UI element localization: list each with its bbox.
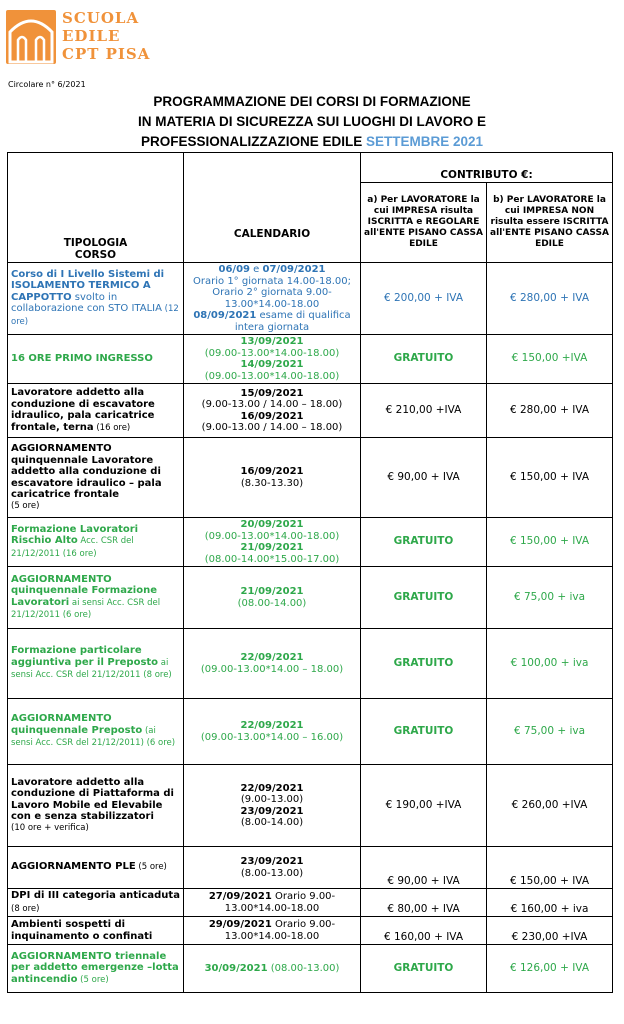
title-line-3	[0, 132, 624, 152]
courses-table	[7, 152, 613, 993]
price-a: € 90,00 + IVA	[361, 438, 487, 518]
calendar-hours: (08.00-14.00)	[237, 597, 307, 609]
course-cell	[8, 699, 184, 765]
calendar-hours: (09.00-13.00*14.00-18.00)	[204, 530, 340, 542]
course-note: ai sensi Acc. CSR del 21/12/2011 (8 ore)	[11, 657, 172, 681]
calendar-date-text: 16/09/2021	[240, 466, 304, 477]
course-title: 16 ORE PRIMO INGRESSO	[11, 353, 153, 365]
price-a	[361, 335, 487, 384]
table-row	[8, 945, 613, 993]
course-cell	[8, 567, 184, 629]
calendar-cell	[184, 765, 361, 847]
calendar-date: 07/09/2021	[262, 264, 326, 275]
calendar-cell	[184, 438, 361, 518]
calendar-hours: (09.00-13.00*14.00 – 16.00)	[200, 731, 344, 743]
price-b: € 150,00 + IVA	[487, 438, 613, 518]
calendar-date-text: 22/09/2021	[240, 652, 304, 663]
calendar-date-text: 22/09/2021	[240, 782, 304, 794]
course-title: AGGIORNAMENTO quinquennale Formazione Lavoratori	[11, 573, 157, 608]
price-b: € 280,00 + IVA	[487, 263, 613, 335]
price-a: € 160,00 + IVA	[361, 917, 487, 945]
price-a-text: GRATUITO	[393, 961, 454, 974]
calendar-cell	[184, 335, 361, 384]
price-b: € 230,00 +IVA	[487, 917, 613, 945]
course-title: Corso di I Livello Sistemi di ISOLAMENTO TERMICO A CAPPOTTO	[11, 268, 165, 303]
course-title: AGGIORNAMENTO triennale per addetto emergenze –lotta antincendio	[11, 950, 179, 985]
price-a	[361, 945, 487, 993]
price-b: € 150,00 + IVA	[487, 518, 613, 567]
course-note: ai sensi Acc. CSR del 21/12/2011 (6 ore)	[11, 597, 161, 620]
price-b: € 280,00 + IVA	[487, 384, 613, 438]
course-title: Formazione particolare aggiuntiva per il Preposto	[11, 645, 159, 668]
calendar-date	[187, 652, 357, 664]
price-a-text: GRATUITO	[393, 656, 454, 669]
price-a-text: GRATUITO	[393, 590, 454, 603]
course-cell	[8, 335, 184, 384]
course-cell	[8, 384, 184, 438]
course-title: Formazione Lavoratori Rischio Alto	[11, 523, 139, 547]
table-row	[8, 889, 613, 917]
calendar-cell	[184, 384, 361, 438]
page-title	[0, 92, 624, 152]
price-b: € 75,00 + iva	[487, 567, 613, 629]
course-note: (ai sensi Acc. CSR del 21/12/2011) (6 ore)	[11, 725, 176, 749]
course-cell	[8, 847, 184, 889]
course-title: Lavoratore addetto alla conduzione di escavatore idraulico, pala caricatrice frontale, terna	[11, 387, 155, 433]
calendar-date: 30/09/2021	[204, 962, 268, 974]
course-title: AGGIORNAMENTO quinquennale Preposto	[11, 713, 143, 736]
course-note: svolto in collaborazione con STO ITALIA	[11, 291, 162, 315]
price-b: € 100,00 + iva	[487, 629, 613, 699]
table-row	[8, 518, 613, 567]
calendar-hours: (9.00-13.00 / 14.00 – 18.00)	[201, 422, 343, 433]
course-cell	[8, 629, 184, 699]
table-row	[8, 699, 613, 765]
logo-line-2: EDILE	[62, 27, 121, 45]
title-line-1: PROGRAMMAZIONE DEI CORSI DI FORMAZIONE	[153, 94, 471, 109]
calendar-connector: e	[250, 264, 263, 275]
calendar-date-text: 14/09/2021	[240, 359, 304, 370]
course-title: Lavoratore addetto alla conduzione di Piattaforma di Lavoro Mobile ed Elevabile con e senza stabilizzatori	[11, 776, 174, 823]
logo-line-3: CPT PISA	[62, 45, 151, 63]
table-row	[8, 765, 613, 847]
price-a	[361, 567, 487, 629]
title-line-2: IN MATERIA DI SICUREZZA SUI LUOGHI DI LAVORO E	[137, 114, 486, 129]
calendar-date	[187, 466, 357, 478]
calendar-hours: Orario 1° giornata 14.00-18.00; Orario 2° giornata 9.00-13.00*14.00-18.00	[193, 275, 351, 310]
course-title: DPI di III categoria anticaduta	[11, 890, 180, 901]
calendar-date	[187, 519, 357, 531]
calendar-cell	[184, 847, 361, 889]
price-a: € 210,00 +IVA	[361, 384, 487, 438]
course-note: Acc. CSR del 21/12/2011 (16 ore)	[11, 536, 134, 559]
calendar-date-text: 13/09/2021	[240, 336, 304, 347]
header-row-1	[8, 153, 613, 183]
course-title: Ambienti sospetti di inquinamento o confinati	[11, 919, 153, 942]
price-a: € 200,00 + IVA	[361, 263, 487, 335]
price-a: € 190,00 +IVA	[361, 765, 487, 847]
table-row	[8, 629, 613, 699]
header-col-b: b) Per LAVORATORE la cui IMPRESA NON risulta essere ISCRITTA all'ENTE PISANO CASSA EDILE	[487, 183, 613, 263]
header-contributo: CONTRIBUTO €:	[361, 153, 613, 183]
calendar-date	[187, 542, 357, 554]
calendar-date: 29/09/2021	[208, 919, 272, 930]
course-cell	[8, 917, 184, 945]
course-cell	[8, 889, 184, 917]
calendar-date: 06/09	[218, 264, 250, 275]
table-row	[8, 567, 613, 629]
course-cell	[8, 438, 184, 518]
price-a	[361, 699, 487, 765]
logo	[6, 6, 156, 68]
price-b: € 150,00 + IVA	[487, 847, 613, 889]
course-cell	[8, 263, 184, 335]
table-row	[8, 917, 613, 945]
calendar-date	[187, 856, 357, 868]
table-row	[8, 263, 613, 335]
table-row	[8, 847, 613, 889]
course-hours: (10 ore + verifica)	[11, 822, 89, 833]
price-a: € 80,00 + IVA	[361, 889, 487, 917]
calendar-hours: (9.00-13.00)	[240, 794, 304, 805]
calendar-cell	[184, 629, 361, 699]
circolare-number: Circolare n° 6/2021	[8, 80, 86, 89]
course-hours: (5 ore)	[135, 862, 167, 873]
table-row	[8, 384, 613, 438]
calendar-date: 08/09/2021	[193, 310, 257, 321]
price-b: € 260,00 +IVA	[487, 765, 613, 847]
table-row	[8, 335, 613, 384]
course-hours: (8 ore)	[11, 903, 40, 914]
course-cell	[8, 945, 184, 993]
calendar-date	[187, 388, 357, 400]
price-a	[361, 629, 487, 699]
course-cell	[8, 765, 184, 847]
price-a	[361, 518, 487, 567]
calendar-cell	[184, 945, 361, 993]
calendar-date-text: 21/09/2021	[240, 542, 304, 553]
calendar-cell	[184, 889, 361, 917]
price-b: € 160,00 + iva	[487, 889, 613, 917]
logo-building-icon	[6, 10, 56, 64]
course-hours: (5 ore)	[11, 500, 40, 511]
calendar-date-text: 20/09/2021	[240, 519, 304, 530]
title-line-3-text: PROFESSIONALIZZAZIONE EDILE	[140, 134, 363, 149]
calendar-date	[187, 586, 357, 598]
calendar-date-text: 23/09/2021	[240, 805, 304, 817]
price-a-text: GRATUITO	[393, 535, 454, 548]
course-title: AGGIORNAMENTO quinquennale Lavoratore addetto alla conduzione di escavatore idraulico – pala caricatrice frontale	[11, 443, 162, 500]
calendar-hours: (8.30-13.30)	[240, 477, 304, 489]
calendar-hours: (09.00-13.00*14.00-18.00)	[204, 347, 340, 359]
calendar-date: 27/09/2021	[208, 891, 272, 902]
calendar-hours: Orario 9.00-13.00*14.00-18.00	[224, 919, 336, 942]
calendar-hours: Orario 9.00-13.00*14.00-18.00	[224, 891, 336, 914]
course-hours: (16 ore)	[93, 422, 131, 433]
course-title: AGGIORNAMENTO PLE	[11, 861, 136, 873]
calendar-cell	[184, 567, 361, 629]
header-tipologia-2: CORSO	[74, 248, 117, 261]
calendar-cell	[184, 263, 361, 335]
calendar-line	[187, 264, 357, 276]
calendar-hours: (9.00-13.00 / 14.00 – 18.00)	[201, 399, 343, 410]
price-a-text: GRATUITO	[393, 724, 454, 737]
calendar-hours: (09.00-13.00*14.00 – 18.00)	[200, 663, 344, 675]
header-col-a: a) Per LAVORATORE la cui IMPRESA risulta ISCRITTA e REGOLARE all'ENTE PISANO CASSA EDILE	[361, 183, 487, 263]
price-a-text: GRATUITO	[393, 352, 454, 365]
calendar-hours: (08.00-13.00)	[267, 962, 340, 974]
course-hours: (12 ore)	[11, 304, 179, 327]
price-a: € 90,00 + IVA	[361, 847, 487, 889]
calendar-cell	[184, 518, 361, 567]
table-row	[8, 438, 613, 518]
header-calendario: CALENDARIO	[184, 153, 361, 263]
calendar-hours: (08.00-14.00*15.00-17.00)	[204, 553, 340, 565]
title-month: SETTEMBRE 2021	[365, 134, 484, 149]
header-tipologia-1: TIPOLOGIA	[63, 237, 128, 249]
calendar-date-text: 16/09/2021	[240, 410, 304, 422]
course-hours: (5 ore)	[77, 974, 109, 985]
header-tipologia	[8, 153, 184, 263]
calendar-line	[187, 310, 357, 333]
calendar-date	[187, 720, 357, 732]
calendar-date	[187, 806, 357, 818]
calendar-hours: (8.00-13.00)	[240, 867, 304, 879]
price-b: € 126,00 + IVA	[487, 945, 613, 993]
calendar-note: esame di qualifica intera giornata	[234, 310, 351, 333]
calendar-date-text: 21/09/2021	[240, 586, 304, 597]
calendar-date	[187, 783, 357, 795]
calendar-cell	[184, 917, 361, 945]
course-cell	[8, 518, 184, 567]
calendar-date-text: 22/09/2021	[240, 720, 304, 731]
calendar-date	[187, 411, 357, 423]
calendar-hours: (09.00-13.00*14.00-18.00)	[204, 370, 340, 382]
calendar-hours: (8.00-14.00)	[240, 817, 304, 828]
calendar-date-text: 23/09/2021	[240, 856, 304, 867]
calendar-date	[187, 359, 357, 371]
price-b: € 75,00 + iva	[487, 699, 613, 765]
price-b: € 150,00 +IVA	[487, 335, 613, 384]
calendar-date-text: 15/09/2021	[240, 387, 304, 399]
calendar-cell	[184, 699, 361, 765]
calendar-date	[187, 336, 357, 348]
logo-line-1: SCUOLA	[62, 9, 140, 27]
